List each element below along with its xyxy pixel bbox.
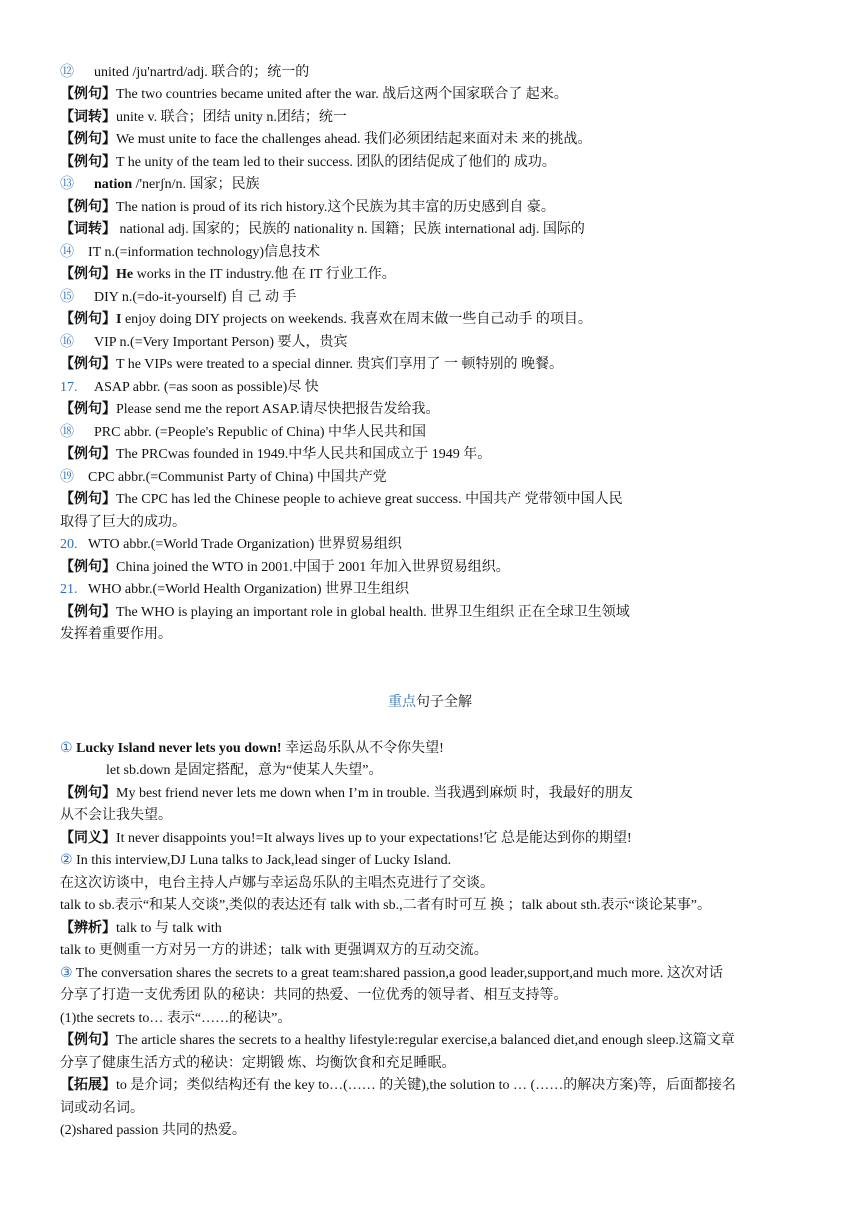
label-tag: 【例句】: [60, 200, 116, 215]
label-tag: 【例句】: [60, 87, 116, 102]
label-tag: 【例句】: [60, 132, 116, 147]
label-tag: 【例句】: [60, 447, 116, 462]
headword-line: united /ju'nartrd/adj. 联合的；统一的: [94, 65, 310, 80]
example-line: [60, 309, 800, 331]
example-line: 【例句】China joined the WTO in 2001.中国于 2001 年加入世界贸易组织。: [60, 560, 510, 575]
label-tag: 【例句】: [60, 1033, 116, 1048]
headword-line: VIP n.(=Very Important Person) 要人，贵宾: [94, 335, 348, 350]
note-line: let sb.down 是固定搭配，意为“使某人失望”。: [106, 763, 383, 778]
label-tag: 【同义】: [60, 831, 116, 846]
example-line-cont: 从不会让我失望。: [60, 808, 172, 823]
label-tag: 【词转】: [60, 222, 116, 237]
label-tag: 【例句】: [60, 155, 116, 170]
vocab-13: [60, 174, 800, 196]
item-number: ⑮: [60, 290, 74, 305]
sentence-1: [60, 738, 800, 760]
sentence-text: In this interview,DJ Luna talks to Jack,lead singer of Lucky Island.: [72, 853, 452, 868]
headword-line: DIY n.(=do-it-yourself) 自 己 动 手: [94, 290, 297, 305]
example-line: 【例句】We must unite to face the challenges ahead. 我们必须团结起来面对未 来的挑战。: [60, 132, 592, 147]
item-number: ⑭: [60, 245, 74, 260]
label-tag: 【例句】: [60, 605, 116, 620]
sentence-number: ②: [60, 853, 73, 868]
label-tag: 【例句】: [60, 357, 116, 372]
extension-line-cont: 词或动名词。: [60, 1101, 144, 1116]
section-title-accent: 重点: [388, 695, 416, 710]
compare-heading: 【辨析】talk to 与 talk with: [60, 921, 222, 936]
compare-line: talk to 更侧重一方对另一方的讲述；talk with 更强调双方的互动交流。: [60, 943, 488, 958]
example-line: 【例句】Please send me the report ASAP.请尽快把报告发给我。: [60, 402, 440, 417]
sentence-number: ③: [60, 966, 73, 981]
headword-line: IT n.(=information technology)信息技术: [88, 245, 320, 260]
item-number: ⑫: [60, 65, 74, 80]
derivation-line: 【词转】 national adj. 国家的；民族的 nationality n. 国籍；民族 international adj. 国际的: [60, 222, 585, 237]
note-line: (1)the secrets to… 表示“……的秘诀”。: [60, 1011, 292, 1026]
item-number: ⑲: [60, 470, 74, 485]
label-tag: 【例句】: [60, 786, 116, 801]
vocab-17: [60, 377, 800, 399]
headword-line: WTO abbr.(=World Trade Organization) 世界贸易组织: [88, 537, 402, 552]
note-line: talk to sb.表示“和某人交谈”,类似的表达还有 talk with sb.,二者有时可互 换 ；talk about sth.表示“谈论某事”。: [60, 898, 711, 913]
vocab-20: [60, 534, 800, 556]
section-title: [60, 692, 800, 714]
sentence-text: Lucky Island never lets you down!: [76, 741, 282, 756]
note-line: (2)shared passion 共同的热爱。: [60, 1123, 246, 1138]
label-tag: 【例句】: [60, 312, 116, 327]
derivation-line: 【词转】unite v. 联合；团结 unity n.团结；统一: [60, 110, 347, 125]
example-line: 【例句】The PRCwas founded in 1949.中华人民共和国成立于 1949 年。: [60, 447, 492, 462]
example-line: 【例句】My best friend never lets me down when I’m in trouble. 当我遇到麻烦 时，我最好的朋友: [60, 786, 633, 801]
headword-line: CPC abbr.(=Communist Party of China) 中国共产党: [88, 470, 387, 485]
example-line: 【例句】T he unity of the team led to their success. 团队的团结促成了他们的 成功。: [60, 155, 556, 170]
example-line-cont: 发挥着重要作用。: [60, 627, 172, 642]
example-text: works in the IT industry.他 在 IT 行业工作。: [133, 267, 396, 282]
sentence-2: [60, 850, 800, 872]
example-line: 【例句】The CPC has led the Chinese people to achieve great success. 中国共产 党带领中国人民: [60, 492, 623, 507]
item-number: ⑯: [60, 335, 74, 350]
section-title-text: 句子全解: [416, 695, 472, 710]
label-tag: 【辨析】: [60, 921, 116, 936]
example-line: 【例句】The WHO is playing an important role in global health. 世界卫生组织 正在全球卫生领域: [60, 605, 630, 620]
item-number: ⑬: [60, 177, 74, 192]
example-line-cont: 分享了健康生活方式的秘诀：定期锻 炼、均衡饮食和充足睡眠。: [60, 1056, 456, 1071]
example-line: 【例句】The two countries became united after the war. 战后这两个国家联合了 起来。: [60, 87, 568, 102]
label-tag: 【拓展】: [60, 1078, 116, 1093]
vocab-19: [60, 467, 800, 489]
item-number: ⑱: [60, 425, 74, 440]
example-first-word: He: [116, 267, 134, 282]
example-line: 【例句】The article shares the secrets to a healthy lifestyle:regular exercise,a balanced diet,and enough sleep.这篇文章: [60, 1033, 735, 1048]
vocab-21: [60, 579, 800, 601]
label-tag: 【词转】: [60, 110, 116, 125]
example-text: enjoy doing DIY projects on weekends. 我喜欢在周末做一些自己动手 的项目。: [121, 312, 592, 327]
example-tag: [60, 267, 116, 282]
example-first-word: I: [116, 312, 122, 327]
sentence-translation: 幸运岛乐队从不令你失望!: [281, 741, 444, 756]
vocab-14: [60, 242, 800, 264]
headword-line: WHO abbr.(=World Health Organization) 世界卫生组织: [88, 582, 410, 597]
vocab-12: [60, 62, 800, 84]
synonym-line: 【同义】It never disappoints you!=It always lives up to your expectations!它 总是能达到你的期望!: [60, 831, 632, 846]
headword-def: /'nerʃn/n. 国家；民族: [132, 177, 260, 192]
label-tag: 【例句】: [60, 402, 116, 417]
extension-line: 【拓展】to 是介词；类似结构还有 the key to…(…… 的关键),the solution to … (……的解决方案)等，后面都接名: [60, 1078, 736, 1093]
headword: nation: [94, 177, 133, 192]
vocab-15: [60, 287, 800, 309]
example-tag: [60, 312, 116, 327]
vocab-16: [60, 332, 800, 354]
example-line: 【例句】The nation is proud of its rich history.这个民族为其丰富的历史感到自 豪。: [60, 200, 555, 215]
sentence-text: The conversation shares the secrets to a great team:shared passion,a good leader,support,and much more. 这次对话: [72, 966, 723, 981]
sentence-3: [60, 963, 800, 985]
item-number: 20.: [60, 537, 78, 552]
vocab-18: [60, 422, 800, 444]
headword-line: PRC abbr. (=People's Republic of China) 中华人民共和国: [94, 425, 427, 440]
example-line-cont: 取得了巨大的成功。: [60, 515, 186, 530]
item-number: 17.: [60, 380, 78, 395]
sentence-translation: 分享了打造一支优秀团 队的秘诀：共同的热爱、一位优秀的领导者、相互支持等。: [60, 988, 568, 1003]
sentence-translation: 在这次访谈中，电台主持人卢娜与幸运岛乐队的主唱杰克进行了交谈。: [60, 876, 494, 891]
label-tag: 【例句】: [60, 560, 116, 575]
label-tag: 【例句】: [60, 267, 116, 282]
item-number: 21.: [60, 582, 78, 597]
sentence-number: ①: [60, 741, 73, 756]
example-line: 【例句】T he VIPs were treated to a special dinner. 贵宾们享用了 一 顿特别的 晚餐。: [60, 357, 564, 372]
example-line: [60, 264, 800, 286]
headword-line: ASAP abbr. (=as soon as possible)尽 快: [94, 380, 319, 395]
label-tag: 【例句】: [60, 492, 116, 507]
